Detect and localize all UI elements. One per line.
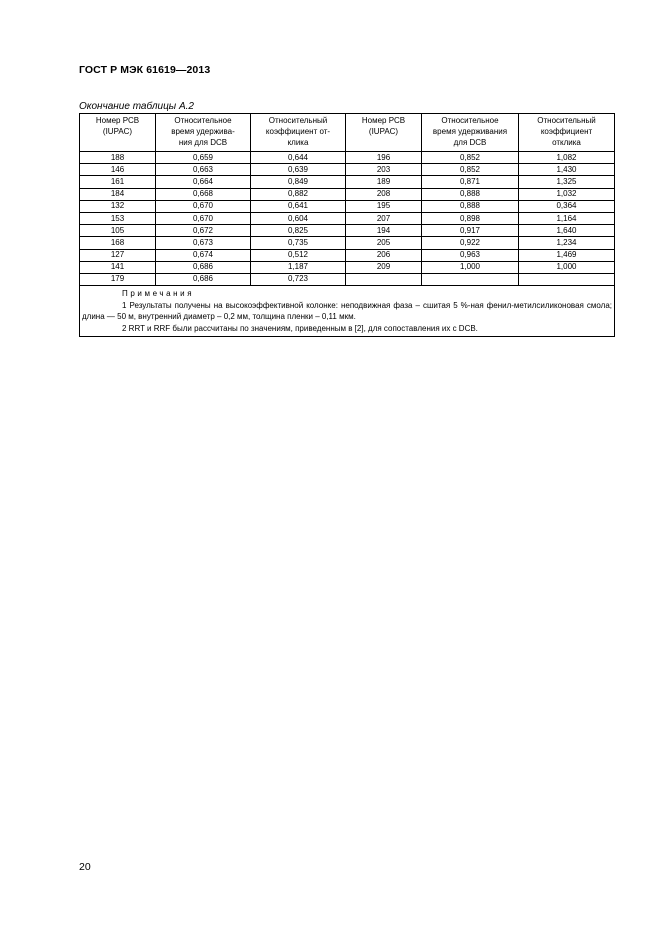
table-cell: 1,164 xyxy=(519,212,615,224)
table-cell: 1,000 xyxy=(422,261,519,273)
column-header-line: коэффициент xyxy=(540,127,593,136)
table-cell: 194 xyxy=(346,225,422,237)
table-cell: 0,641 xyxy=(251,200,346,212)
table-cell: 208 xyxy=(346,188,422,200)
table-cell: 0,686 xyxy=(156,261,251,273)
table-cell: 0,639 xyxy=(251,164,346,176)
note-2: 2 RRT и RRF были рассчитаны по значениям, приведенным в [2], для сопоставления их с DCB. xyxy=(122,323,478,333)
table-cell: 195 xyxy=(346,200,422,212)
table-cell: 189 xyxy=(346,176,422,188)
table-caption: Окончание таблицы А.2 xyxy=(79,101,194,112)
notes-title: Примечания xyxy=(122,289,195,299)
table-cell: 0,888 xyxy=(422,200,519,212)
table-cell: 0,670 xyxy=(156,200,251,212)
table-cell: 0,917 xyxy=(422,225,519,237)
table-row xyxy=(80,261,615,273)
table-cell: 0,512 xyxy=(251,249,346,261)
table-cell: 209 xyxy=(346,261,422,273)
table-cell: 153 xyxy=(80,212,156,224)
page-number: 20 xyxy=(79,861,91,873)
table-cell: 146 xyxy=(80,164,156,176)
column-header-line: Относительное xyxy=(441,116,499,125)
table-cell: 0,686 xyxy=(156,273,251,285)
column-header-line: клика xyxy=(287,138,309,147)
column-header-line: Относительное xyxy=(174,116,232,125)
table-cell: 196 xyxy=(346,152,422,164)
document-header: ГОСТ Р МЭК 61619—2013 xyxy=(79,64,211,76)
column-header-line: Номер PCB xyxy=(95,116,140,125)
table-cell: 0,664 xyxy=(156,176,251,188)
table-row xyxy=(80,249,615,261)
table-cell: 1,469 xyxy=(519,249,615,261)
table-cell xyxy=(519,273,615,285)
table-cell: 0,871 xyxy=(422,176,519,188)
column-header-line: время удержива- xyxy=(171,127,235,136)
table-row xyxy=(80,225,615,237)
table-cell: 1,032 xyxy=(519,188,615,200)
table-cell: 0,735 xyxy=(251,237,346,249)
table-cell: 0,659 xyxy=(156,152,251,164)
table-cell: 0,723 xyxy=(251,273,346,285)
table-cell: 0,882 xyxy=(251,188,346,200)
table-cell: 206 xyxy=(346,249,422,261)
table-cell: 161 xyxy=(80,176,156,188)
table-cell: 188 xyxy=(80,152,156,164)
table-row xyxy=(80,164,615,176)
column-header-line: коэффициент от- xyxy=(265,127,331,136)
table-cell: 0,670 xyxy=(156,212,251,224)
table-cell: 0,852 xyxy=(422,152,519,164)
column-header-line: Относительный xyxy=(537,116,596,125)
table-cell: 0,673 xyxy=(156,237,251,249)
column-header xyxy=(346,114,422,152)
table-cell: 207 xyxy=(346,212,422,224)
table-cell: 132 xyxy=(80,200,156,212)
data-table xyxy=(79,113,615,337)
table-header-row xyxy=(80,114,615,152)
table-cell: 127 xyxy=(80,249,156,261)
table-cell: 0,922 xyxy=(422,237,519,249)
table-cell: 1,082 xyxy=(519,152,615,164)
table-row xyxy=(80,237,615,249)
table-cell: 0,604 xyxy=(251,212,346,224)
table-row xyxy=(80,188,615,200)
table-cell: 0,672 xyxy=(156,225,251,237)
table-cell: 1,430 xyxy=(519,164,615,176)
table-cell: 105 xyxy=(80,225,156,237)
note-1: 1 Результаты получены на высокоэффективной колонке: неподвижная фаза – сшитая 5 %-ная фенил-метилсиликоновая смола; длина — 50 м, внутренний диаметр – 0,2 мм, толщина пленки – 0,11 мкм. xyxy=(82,300,612,322)
table-cell: 0,674 xyxy=(156,249,251,261)
table-cell: 184 xyxy=(80,188,156,200)
table-cell: 1,187 xyxy=(251,261,346,273)
table-cell: 0,963 xyxy=(422,249,519,261)
table-cell: 0,668 xyxy=(156,188,251,200)
table-cell: 0,898 xyxy=(422,212,519,224)
table-cell xyxy=(422,273,519,285)
table-cell: 0,852 xyxy=(422,164,519,176)
table-cell: 0,825 xyxy=(251,225,346,237)
table-cell: 0,888 xyxy=(422,188,519,200)
table-row xyxy=(80,212,615,224)
column-header xyxy=(80,114,156,152)
column-header-line: ния для DCB xyxy=(178,138,228,147)
column-header-line: Относительный xyxy=(268,116,328,125)
table-cell: 1,325 xyxy=(519,176,615,188)
table-cell: 141 xyxy=(80,261,156,273)
table-cell: 168 xyxy=(80,237,156,249)
table-cell: 205 xyxy=(346,237,422,249)
table-cell xyxy=(346,273,422,285)
table-row xyxy=(80,200,615,212)
table-cell: 1,000 xyxy=(519,261,615,273)
table-row xyxy=(80,273,615,285)
table-cell: 1,640 xyxy=(519,225,615,237)
table-cell: 203 xyxy=(346,164,422,176)
table-cell: 1,234 xyxy=(519,237,615,249)
table-cell: 0,849 xyxy=(251,176,346,188)
column-header xyxy=(251,114,346,152)
column-header xyxy=(422,114,519,152)
table-row xyxy=(80,152,615,164)
column-header-line: Номер PCB xyxy=(361,116,406,125)
column-header-line: время удерживания xyxy=(432,127,508,136)
table-cell: 0,364 xyxy=(519,200,615,212)
table-cell: 0,663 xyxy=(156,164,251,176)
notes-cell xyxy=(80,286,615,337)
column-header-line: отклика xyxy=(552,138,581,147)
table-cell: 0,644 xyxy=(251,152,346,164)
table-row xyxy=(80,176,615,188)
column-header xyxy=(156,114,251,152)
table-cell: 179 xyxy=(80,273,156,285)
column-header-line: (IUPAC) xyxy=(368,127,399,136)
column-header-line: для DCB xyxy=(453,138,487,147)
column-header-line: (IUPAC) xyxy=(102,127,133,136)
notes-row xyxy=(80,286,615,337)
column-header xyxy=(519,114,615,152)
